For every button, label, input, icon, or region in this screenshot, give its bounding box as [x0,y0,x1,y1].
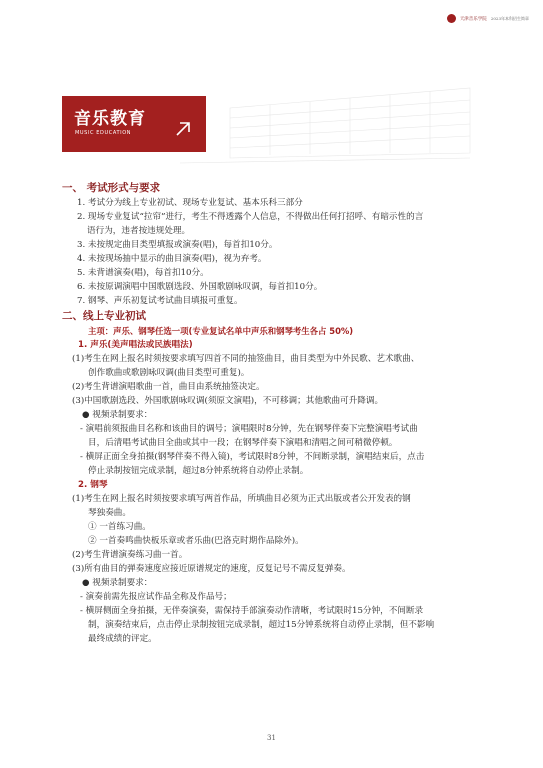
piano-line: 最终成绩的评定。 [88,634,157,644]
section-heading-1: 一、 考试形式与要求 [62,182,161,194]
piano-line: 制，演奏结束后，点击停止录制按钮完成录制，超过15分钟系统将自动停止录制，但不影响 [88,620,435,630]
header-logo [447,14,529,23]
vocal-line: (2)考生背谱演唱歌曲一首，曲目由系统抽签决定。 [72,382,265,392]
main-note: 主项：声乐、钢琴任选一项(专业复试名单中声乐和钢琴考生各占 50%) [88,326,354,336]
requirements-list [77,196,482,308]
piano-line: 琴独奏曲。 [88,508,131,518]
list-item: 7. 钢琴、声乐初复试考试曲目填报可重复。 [77,296,243,306]
piano-line: - 演奏前需先报应试作品全称及作品号； [80,592,232,602]
vocal-line: (3)中国歌剧选段、外国歌剧咏叹调(须原文演唱)，不可移调；其他歌曲可升降调。 [72,396,384,406]
section-heading-2: 二、线上专业初试 [62,310,146,322]
logo-text: 天津音乐学院 [459,16,487,22]
banner-title: 音乐教育 [74,109,146,129]
vocal-heading: 1. 声乐(美声唱法或民族唱法) [78,340,193,350]
main-content [62,180,482,646]
school-emblem-icon [447,14,456,23]
list-item: 4. 未按现场抽中显示的曲目演奏(唱)，视为弃考。 [77,254,267,264]
list-item: 3. 未按规定曲目类型填报或演奏(唱)，每首扣10分。 [77,240,278,250]
building-illustration [170,78,480,168]
vocal-line: - 演唱前须报曲目名称和该曲目的调号；演唱限时8分钟，先在钢琴伴奏下完整演唱考试曲 [80,424,418,434]
list-item-continuation: 语行为，违者按违规处理。 [87,226,191,236]
page-number: 31 [267,734,276,742]
piano-line: - 横屏侧面全身拍摄，无伴奏演奏，需保持手部演奏动作清晰，考试限时15分钟，不间断录 [80,606,424,616]
list-item: 2. 现场专业复试“拉帘”进行，考生不得透露个人信息，不得做出任何打招呼、有暗示性的言 [77,212,424,222]
vocal-line: (1)考生在网上报名时须按要求填写四首不同的抽签曲目，曲目类型为中外民歌、艺术歌曲、 [72,354,420,364]
piano-heading: 2. 钢琴 [78,480,108,490]
piano-line: ① 一首练习曲。 [88,522,151,532]
piano-line: ② 一首奏鸣曲快板乐章或者乐曲(巴洛克时期作品除外)。 [88,536,304,546]
arrow-up-right-icon [174,120,192,138]
vocal-line: 目，后清唱考试曲目全曲或其中一段；在钢琴伴奏下演唱和清唱之间可稍微停顿。 [88,438,398,448]
list-item: 6. 未按原调演唱中国歌剧选段、外国歌剧咏叹调，每首扣10分。 [77,282,323,292]
piano-bullet: ● 视频录制要求： [82,578,153,588]
list-item: 1. 考试分为线上专业初试、现场专业复试、基本乐科三部分 [77,198,303,208]
vocal-line: - 横屏正面全身拍摄(钢琴伴奏不得入镜)，考试限时8分钟，不间断录制，演唱结束后，点击 [80,452,425,462]
vocal-line: 停止录制按钮完成录制，超过8分钟系统将自动停止录制。 [88,466,309,476]
piano-line: (1)考生在网上报名时须按要求填写两首作品，所填曲目必须为正式出版或者公开发表的钢 [72,494,411,504]
piano-line: (2)考生背谱演奏练习曲一首。 [72,550,188,560]
list-item: 5. 未背谱演奏(唱)，每首扣10分。 [77,268,209,278]
logo-subtitle: 2023年本科招生简章 [490,15,529,21]
banner-subtitle: MUSIC EDUCATION [75,130,132,136]
piano-line: (3)所有曲目的弹奏速度应接近原谱规定的速度，反复记号不需反复弹奏。 [72,564,351,574]
section-banner [62,96,206,152]
vocal-line: 创作歌曲或歌剧咏叹调(曲目类型可重复)。 [88,368,250,378]
vocal-bullet: ● 视频录制要求： [82,410,153,420]
